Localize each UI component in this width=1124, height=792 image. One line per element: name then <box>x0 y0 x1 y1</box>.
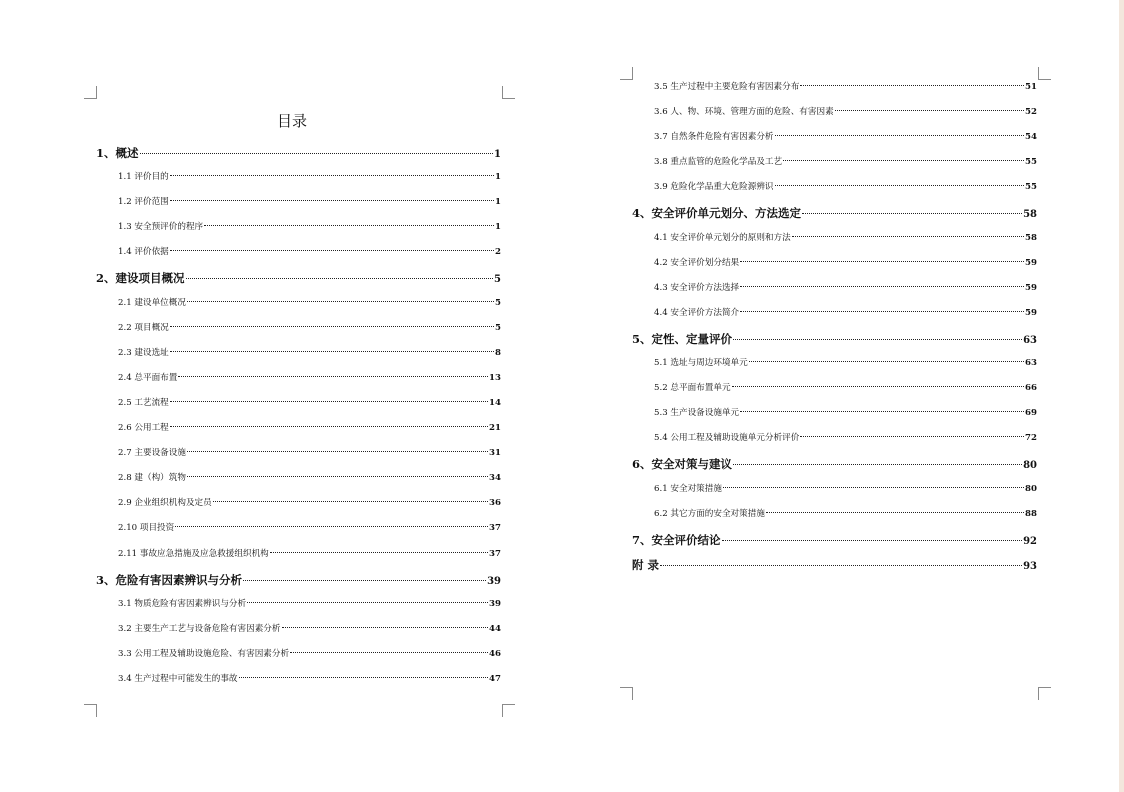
toc-dot-leader <box>170 200 494 201</box>
toc-entry[interactable] <box>96 346 501 371</box>
toc-dot-leader <box>740 261 1024 262</box>
toc-entry-text: 4.4 安全评价方法简介 <box>654 307 740 318</box>
toc-dot-leader <box>175 526 488 527</box>
toc-dot-leader <box>723 487 1024 488</box>
toc-page-number: 13 <box>489 372 501 383</box>
toc-page-number: 58 <box>1023 209 1037 221</box>
toc-page-number: 55 <box>1025 157 1037 168</box>
toc-entry[interactable] <box>632 281 1037 306</box>
page-corner-mark <box>502 704 515 717</box>
toc-entry-text: 2.8 建（构）筑物 <box>118 473 186 484</box>
toc-entry[interactable] <box>632 456 1037 481</box>
toc-page-number: 69 <box>1025 408 1037 419</box>
toc-dot-leader <box>170 426 488 427</box>
toc-entry[interactable] <box>96 245 501 270</box>
toc-dot-leader <box>239 677 489 678</box>
toc-page-number: 46 <box>489 648 501 659</box>
toc-entry-text: 2.1 建设单位概况 <box>118 297 186 308</box>
toc-page-number: 63 <box>1023 334 1037 346</box>
toc-entry[interactable] <box>632 256 1037 281</box>
toc-page-number: 63 <box>1025 358 1037 369</box>
page-corner-mark <box>502 86 515 99</box>
toc-title: 目录 <box>276 112 307 130</box>
toc-dot-leader <box>213 501 488 502</box>
window-edge <box>1119 0 1124 792</box>
toc-entry-text: 4.1 安全评价单元划分的原则和方法 <box>654 232 791 243</box>
toc-entry-text: 2.9 企业组织机构及定员 <box>118 498 212 509</box>
toc-entry[interactable] <box>632 80 1037 105</box>
toc-entry-text: 5.2 总平面布置单元 <box>654 383 731 394</box>
toc-page-number: 1 <box>495 172 501 183</box>
toc-dot-leader <box>740 286 1024 287</box>
toc-page-number: 80 <box>1025 483 1037 494</box>
page-corner-mark <box>1038 67 1051 80</box>
page-corner-mark <box>1038 687 1051 700</box>
toc-entry[interactable] <box>96 622 501 647</box>
toc-entry[interactable] <box>632 306 1037 331</box>
toc-entry[interactable] <box>96 572 501 597</box>
toc-page-number: 34 <box>489 473 501 484</box>
toc-dot-leader <box>783 160 1024 161</box>
toc-dot-leader <box>732 386 1024 387</box>
toc-page-number: 47 <box>489 673 501 684</box>
toc-page-number: 93 <box>1023 560 1037 572</box>
toc-entry-text: 6.2 其它方面的安全对策措施 <box>654 508 765 519</box>
toc-dot-leader <box>749 361 1024 362</box>
toc-page-number: 59 <box>1025 282 1037 293</box>
toc-page-number: 44 <box>489 623 501 634</box>
toc-entry-text: 5.3 生产设备设施单元 <box>654 408 740 419</box>
toc-entry-text: 1.1 评价目的 <box>118 172 169 183</box>
toc-page-number: 5 <box>494 274 501 286</box>
toc-entry-text: 2.4 总平面布置 <box>118 372 178 383</box>
toc-dot-leader <box>792 236 1024 237</box>
toc-entry[interactable] <box>632 381 1037 406</box>
toc-page-number: 21 <box>489 423 501 434</box>
toc-entry-text: 2.10 项目投资 <box>118 523 175 534</box>
toc-entry-text: 3.7 自然条件危险有害因素分析 <box>654 132 774 143</box>
toc-page-number: 2 <box>495 247 501 258</box>
toc-entry[interactable] <box>632 431 1037 456</box>
toc-page-number: 5 <box>495 297 501 308</box>
toc-entry-text: 2.5 工艺流程 <box>118 397 169 408</box>
toc-page-number: 39 <box>487 575 501 587</box>
toc-entry[interactable] <box>96 672 501 697</box>
toc-entry-text: 4.3 安全评价方法选择 <box>654 282 740 293</box>
toc-entry-text: 6、安全对策与建议 <box>632 457 733 472</box>
toc-entry-text: 3.1 物质危险有害因素辨识与分析 <box>118 598 247 609</box>
toc-entry[interactable] <box>632 105 1037 130</box>
toc-entry[interactable] <box>96 647 501 672</box>
toc-entry[interactable] <box>632 557 1037 582</box>
toc-dot-leader <box>775 135 1025 136</box>
toc-page-number: 1 <box>494 149 501 160</box>
toc-entry[interactable] <box>632 331 1037 356</box>
toc-dot-leader <box>722 540 1023 541</box>
toc-dot-leader <box>835 110 1024 111</box>
toc-dot-leader <box>178 376 488 377</box>
toc-dot-leader <box>270 552 488 553</box>
toc-entry-text: 2.7 主要设备设施 <box>118 448 186 459</box>
toc-entry[interactable] <box>96 296 501 321</box>
toc-page-number: 1 <box>495 197 501 208</box>
toc-entry[interactable] <box>632 180 1037 205</box>
toc-dot-leader <box>170 401 488 402</box>
toc-dot-leader <box>733 339 1022 340</box>
toc-dot-leader <box>800 85 1024 86</box>
toc-entry-text: 5、定性、定量评价 <box>632 331 733 346</box>
toc-entry-text: 3.5 生产过程中主要危险有害因素分布 <box>654 82 800 92</box>
toc-dot-leader <box>247 602 488 603</box>
toc-entry-text: 3.6 人、物、环境、管理方面的危险、有害因素 <box>654 107 834 118</box>
toc-entry-text: 1.4 评价依据 <box>118 247 169 258</box>
toc-entry[interactable] <box>96 170 501 195</box>
toc-page-number: 37 <box>489 548 501 559</box>
toc-entry-text: 3.3 公用工程及辅助设施危险、有害因素分析 <box>118 648 290 659</box>
toc-page-number: 36 <box>489 498 501 509</box>
toc-page-number: 92 <box>1023 535 1037 547</box>
toc-dot-leader <box>186 278 494 279</box>
toc-entry[interactable] <box>96 145 501 170</box>
toc-page-number: 51 <box>1025 82 1037 92</box>
toc-entry-text: 4.2 安全评价划分结果 <box>654 257 740 268</box>
toc-left-page <box>96 145 501 697</box>
toc-entry[interactable] <box>632 482 1037 507</box>
toc-entry-text: 5.1 选址与周边环境单元 <box>654 358 748 369</box>
toc-dot-leader <box>802 213 1022 214</box>
toc-entry-text: 3、危险有害因素辨识与分析 <box>96 572 243 587</box>
toc-page-number: 1 <box>495 222 501 233</box>
toc-page-number: 72 <box>1025 433 1037 444</box>
toc-entry[interactable] <box>632 231 1037 256</box>
toc-dot-leader <box>800 436 1024 437</box>
toc-entry-text: 3.8 重点监管的危险化学品及工艺 <box>654 157 783 168</box>
page-corner-mark <box>84 86 97 99</box>
toc-entry-text: 6.1 安全对策措施 <box>654 483 722 494</box>
toc-page-number: 39 <box>489 598 501 609</box>
toc-dot-leader <box>170 326 494 327</box>
toc-entry[interactable] <box>96 471 501 496</box>
toc-dot-leader <box>766 512 1024 513</box>
toc-dot-leader <box>740 411 1024 412</box>
toc-entry[interactable] <box>632 356 1037 381</box>
toc-dot-leader <box>660 565 1022 566</box>
toc-entry[interactable] <box>632 155 1037 180</box>
page-corner-mark <box>84 704 97 717</box>
toc-entry-text: 1、概述 <box>96 146 139 160</box>
toc-entry[interactable] <box>632 406 1037 431</box>
page-corner-mark <box>620 687 633 700</box>
toc-entry[interactable] <box>96 421 501 446</box>
toc-entry-text: 1.2 评价范围 <box>118 197 169 208</box>
toc-entry[interactable] <box>96 270 501 295</box>
toc-dot-leader <box>170 250 494 251</box>
toc-right-page <box>632 80 1037 582</box>
toc-entry[interactable] <box>96 597 501 622</box>
toc-entry-text: 4、安全评价单元划分、方法选定 <box>632 206 801 221</box>
toc-dot-leader <box>187 301 494 302</box>
toc-entry[interactable] <box>632 507 1037 532</box>
toc-page-number: 58 <box>1025 232 1037 243</box>
toc-entry-text: 5.4 公用工程及辅助设施单元分析评价 <box>654 433 800 444</box>
toc-entry-text: 7、安全评价结论 <box>632 532 721 547</box>
toc-entry-text: 2.6 公用工程 <box>118 423 169 434</box>
page-corner-mark <box>620 67 633 80</box>
toc-entry[interactable] <box>96 371 501 396</box>
toc-entry-text: 3.9 危险化学品重大危险源辨识 <box>654 182 774 193</box>
toc-page-number: 8 <box>495 347 501 358</box>
toc-entry-text: 3.2 主要生产工艺与设备危险有害因素分析 <box>118 623 281 634</box>
toc-dot-leader <box>775 185 1025 186</box>
toc-page-number: 31 <box>489 448 501 459</box>
toc-entry[interactable] <box>96 521 501 546</box>
toc-page-number: 88 <box>1025 508 1037 519</box>
toc-dot-leader <box>170 175 494 176</box>
toc-entry[interactable] <box>96 446 501 471</box>
toc-entry-text: 2.11 事故应急措施及应急救援组织机构 <box>118 548 269 559</box>
toc-entry[interactable] <box>632 130 1037 155</box>
toc-entry[interactable] <box>96 547 501 572</box>
toc-entry[interactable] <box>96 496 501 521</box>
toc-page-number: 80 <box>1023 460 1037 472</box>
toc-page-number: 14 <box>489 397 501 408</box>
toc-entry-text: 2、建设项目概况 <box>96 271 185 286</box>
toc-dot-leader <box>290 652 488 653</box>
toc-page-number: 59 <box>1025 257 1037 268</box>
toc-entry[interactable] <box>96 195 501 220</box>
toc-dot-leader <box>243 580 486 581</box>
toc-dot-leader <box>740 311 1024 312</box>
toc-dot-leader <box>140 153 494 154</box>
toc-dot-leader <box>187 451 488 452</box>
toc-entry-text: 1.3 安全预评价的程序 <box>118 222 204 233</box>
toc-dot-leader <box>733 464 1022 465</box>
toc-entry-text: 附 录 <box>632 557 660 572</box>
toc-page-number: 55 <box>1025 182 1037 193</box>
toc-entry[interactable] <box>632 532 1037 557</box>
toc-dot-leader <box>204 225 494 226</box>
toc-entry-text: 3.4 生产过程中可能发生的事故 <box>118 673 238 684</box>
toc-page-number: 52 <box>1025 107 1037 118</box>
toc-entry[interactable] <box>632 205 1037 230</box>
toc-page-number: 54 <box>1025 132 1037 143</box>
toc-entry[interactable] <box>96 396 501 421</box>
toc-dot-leader <box>187 476 488 477</box>
toc-entry-text: 2.2 项目概况 <box>118 322 169 333</box>
toc-entry-text: 2.3 建设选址 <box>118 347 169 358</box>
toc-page-number: 37 <box>489 523 501 534</box>
toc-page-number: 5 <box>495 322 501 333</box>
toc-dot-leader <box>282 627 489 628</box>
toc-page-number: 66 <box>1025 383 1037 394</box>
toc-page-number: 59 <box>1025 307 1037 318</box>
toc-entry[interactable] <box>96 220 501 245</box>
toc-entry[interactable] <box>96 321 501 346</box>
toc-dot-leader <box>170 351 494 352</box>
